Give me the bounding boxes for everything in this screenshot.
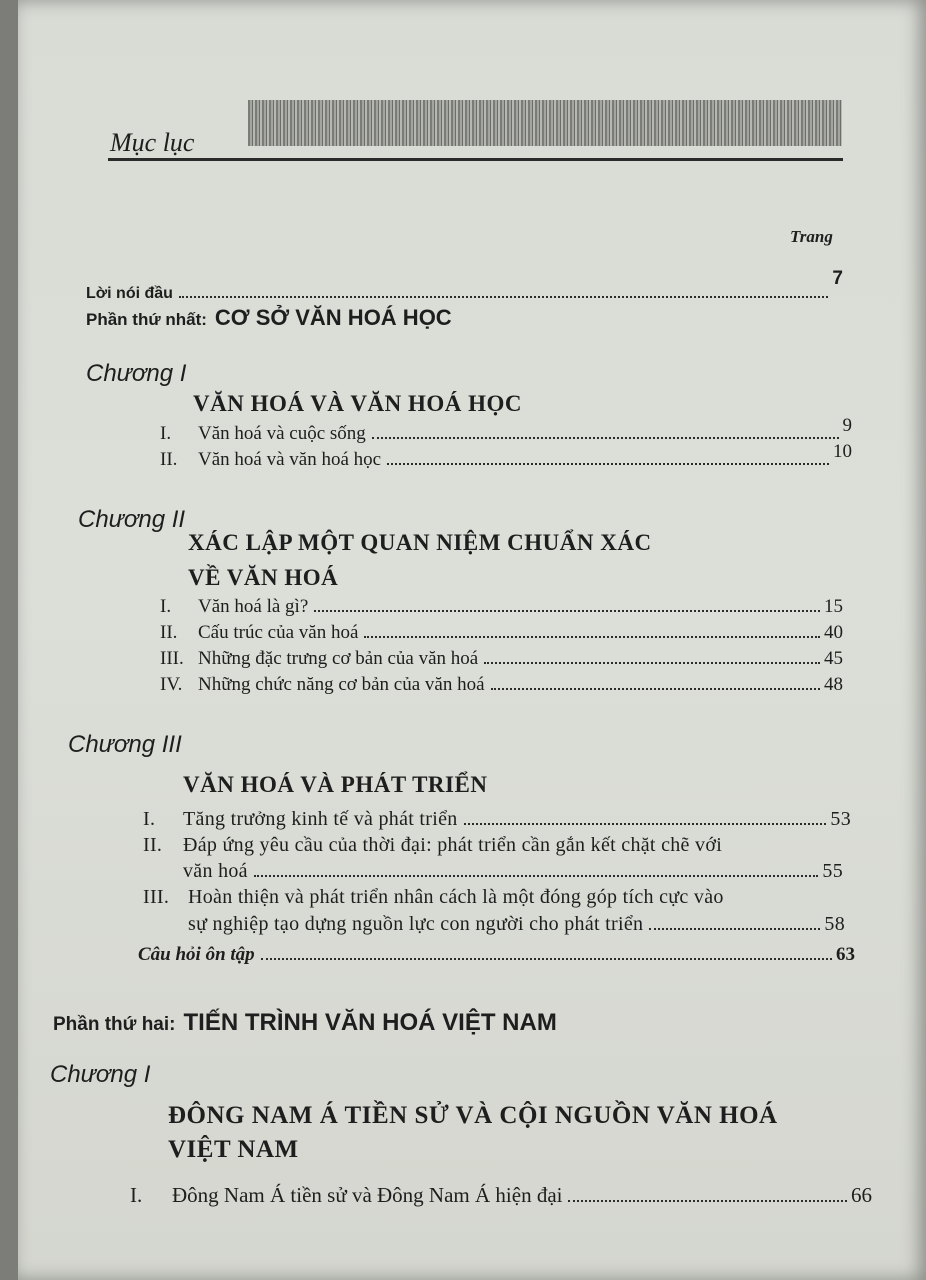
part-heading-2	[53, 1009, 557, 1037]
toc-entry[interactable]	[130, 1183, 872, 1208]
toc-entry-number: III.	[160, 648, 184, 669]
chapter-title: VĂN HOÁ VÀ VĂN HOÁ HỌC	[193, 391, 522, 416]
toc-entry-label: Những đặc trưng cơ bản của văn hoá	[198, 648, 479, 669]
dot-leader	[387, 463, 829, 465]
page-column-label: Trang	[790, 227, 833, 246]
toc-entry-intro[interactable]	[86, 268, 843, 302]
toc-entry-number: I.	[160, 596, 172, 617]
toc-entry-page: 15	[824, 596, 843, 617]
dot-leader	[491, 688, 820, 690]
chapter-title: XÁC LẬP MỘT QUAN NIỆM CHUẨN XÁC	[188, 530, 652, 555]
toc-entry-page: 66	[851, 1183, 872, 1207]
toc-entry-page: 7	[832, 268, 843, 289]
chapter-label: Chương I	[86, 360, 187, 387]
toc-entry-page: 9	[842, 415, 852, 436]
toc-entry-page: 45	[824, 648, 843, 669]
toc-entry-number: I.	[130, 1183, 143, 1207]
dot-leader	[364, 636, 820, 638]
toc-entry-number: II.	[160, 622, 178, 643]
chapter-title: VĂN HOÁ VÀ PHÁT TRIỂN	[183, 772, 488, 797]
part-title: TIẾN TRÌNH VĂN HOÁ VIỆT NAM	[183, 1009, 557, 1036]
toc-entry-page: 40	[824, 622, 843, 643]
toc-entry-page: 53	[830, 808, 851, 830]
dot-leader	[254, 875, 819, 877]
toc-entry-page: 10	[833, 441, 852, 462]
toc-entry-label: Tăng trưởng kinh tế và phát triển	[183, 808, 458, 830]
toc-entry-label: Những chức năng cơ bản của văn hoá	[198, 674, 485, 695]
part-title: CƠ SỞ VĂN HOÁ HỌC	[214, 305, 452, 330]
part-prefix: Phần thứ nhất:	[86, 310, 207, 329]
toc-entry-continuation[interactable]	[188, 913, 845, 936]
header-decorative-bar	[248, 100, 842, 146]
chapter-label: Chương II	[78, 506, 186, 533]
toc-entry-number: IV.	[160, 674, 183, 695]
part-prefix: Phần thứ hai:	[53, 1014, 176, 1035]
part-heading-1	[86, 305, 452, 331]
toc-entry-number: II.	[160, 449, 178, 470]
toc-entry-label: Văn hoá là gì?	[198, 596, 309, 617]
dot-leader	[568, 1200, 847, 1202]
toc-entry-label[interactable]: Đáp ứng yêu cầu của thời đại: phát triển cần gắn kết chặt chẽ với	[183, 834, 723, 856]
toc-entry-number: III.	[143, 886, 170, 908]
toc-entry-label: Câu hỏi ôn tập	[138, 944, 255, 965]
toc-entry[interactable]	[160, 648, 843, 670]
toc-entry[interactable]	[160, 674, 843, 696]
toc-entry-label: Lời nói đầu	[86, 285, 173, 302]
toc-entry-number: I.	[160, 423, 172, 444]
toc-entry-label[interactable]: Hoàn thiện và phát triển nhân cách là một đóng góp tích cực vào	[188, 886, 724, 908]
toc-entry-page: 58	[824, 913, 845, 935]
toc-entry-page: 55	[822, 860, 843, 882]
toc-entry-label-line-2: sự nghiệp tạo dựng nguồn lực con người cho phát triển	[188, 913, 644, 935]
dot-leader	[464, 823, 827, 825]
toc-entry[interactable]	[160, 441, 852, 471]
page-title: Mục lục	[110, 128, 195, 157]
dot-leader	[649, 928, 820, 930]
toc-entry-continuation[interactable]	[183, 860, 843, 883]
toc-entry-label: Văn hoá và cuộc sống	[198, 423, 366, 444]
dot-leader	[314, 610, 820, 612]
toc-entry-review[interactable]	[138, 944, 855, 966]
toc-entry-label: Đông Nam Á tiền sử và Đông Nam Á hiện đại	[172, 1183, 563, 1207]
toc-entry-number: I.	[143, 808, 156, 830]
toc-entry[interactable]	[160, 415, 852, 445]
header-rule	[108, 158, 843, 161]
chapter-title-line-2: VIỆT NAM	[168, 1136, 299, 1163]
dot-leader	[484, 662, 820, 664]
toc-entry-label-line-2: văn hoá	[183, 860, 248, 882]
book-page	[18, 0, 926, 1280]
toc-entry-page: 48	[824, 674, 843, 695]
dot-leader	[261, 958, 832, 960]
toc-entry-page: 63	[836, 944, 855, 965]
toc-entry[interactable]	[143, 808, 851, 831]
chapter-title: ĐÔNG NAM Á TIỀN SỬ VÀ CỘI NGUỒN VĂN HOÁ	[168, 1102, 778, 1129]
chapter-label: Chương I	[50, 1061, 151, 1088]
chapter-title-line-2: VỀ VĂN HOÁ	[188, 565, 339, 590]
dot-leader	[372, 437, 839, 439]
toc-entry[interactable]	[160, 622, 843, 644]
toc-entry-label: Cấu trúc của văn hoá	[198, 622, 359, 643]
toc-entry[interactable]	[160, 596, 843, 618]
toc-entry-label: Văn hoá và văn hoá học	[198, 449, 382, 470]
dot-leader	[179, 296, 829, 298]
chapter-label: Chương III	[68, 731, 182, 758]
toc-entry-number: II.	[143, 834, 163, 856]
